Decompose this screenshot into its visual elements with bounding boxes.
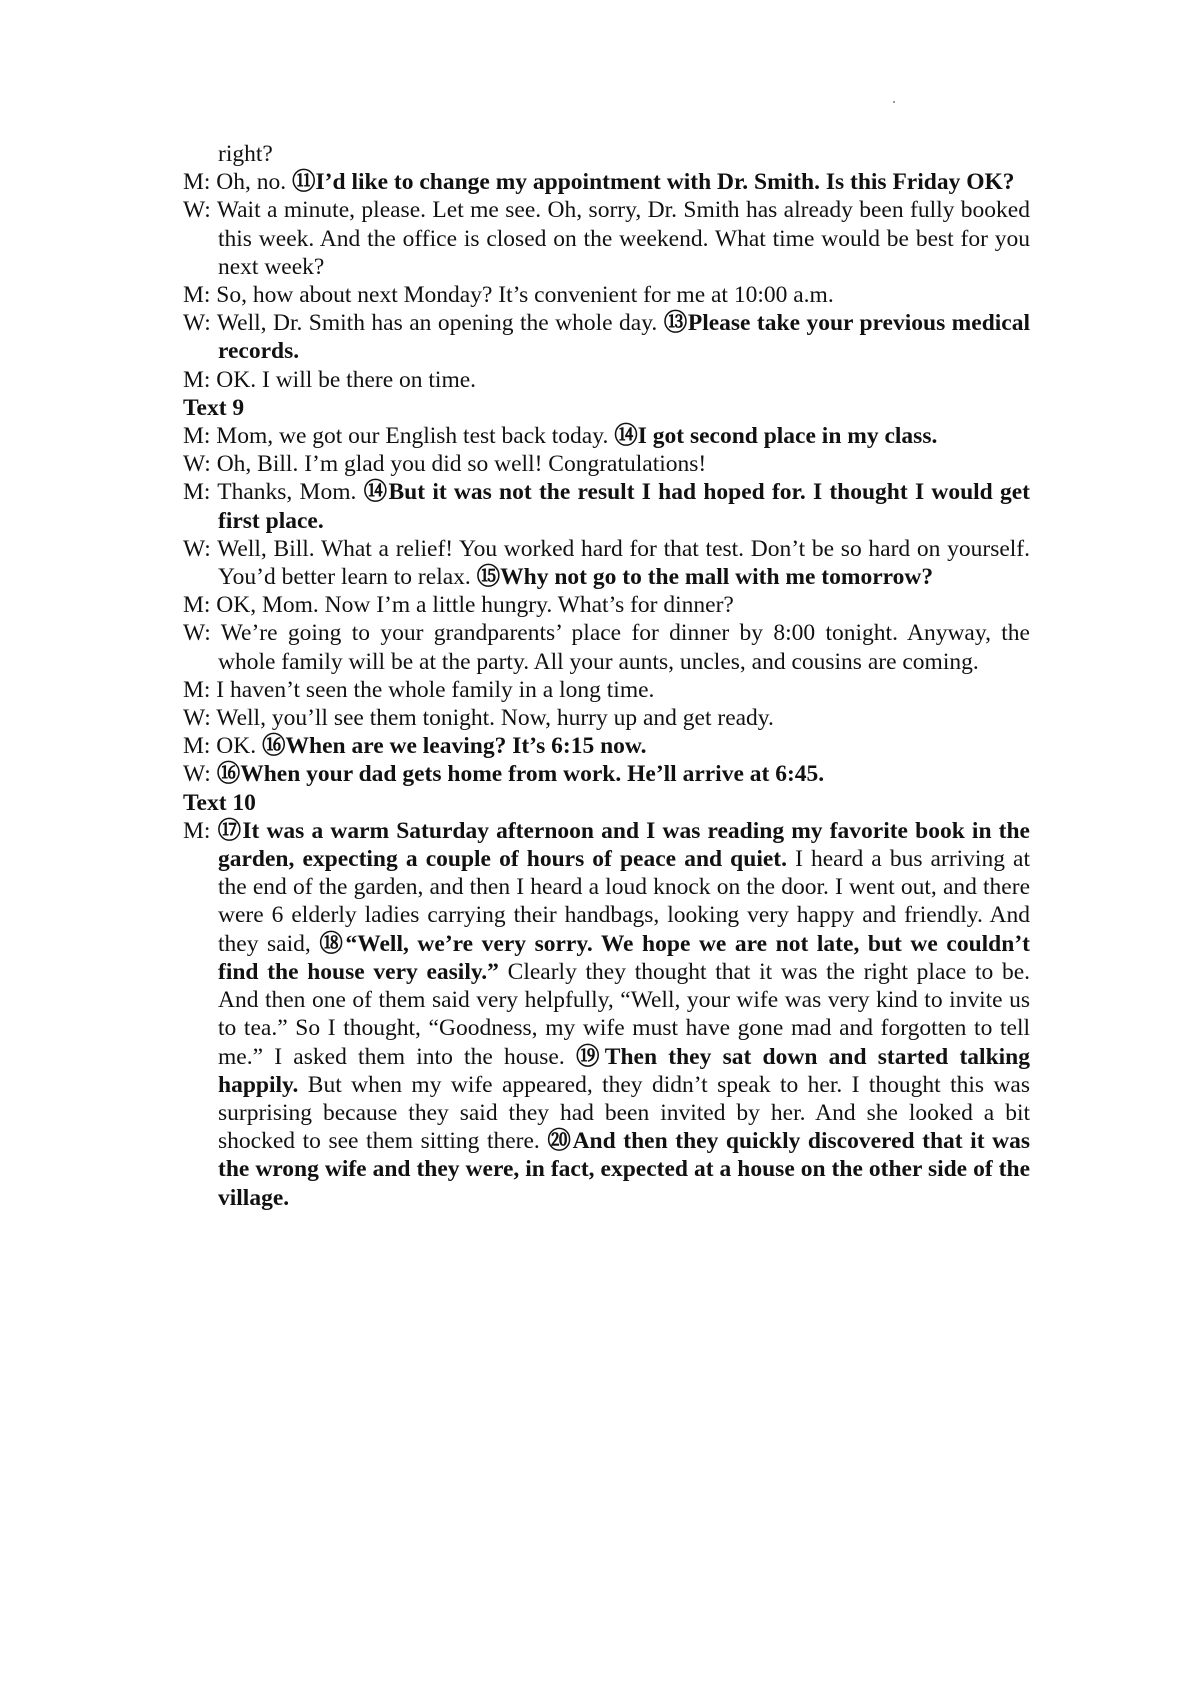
dialogue-turn (183, 168, 1030, 196)
dialogue-turn (183, 760, 1030, 788)
key-sentence: ⑱“Well, we’re very sorry. We hope we are not late, but we couldn’t find the house very easily.” (218, 930, 1030, 985)
key-sentence: ⑬Please take your previous medical records. (218, 310, 1031, 365)
dialogue-text: I heard a bus arriving at the end of the garden, and then I heard a loud knock on the door. I went out, and there were 6 elderly ladies carrying their handbags, looking very happy and friendly. And they said, (218, 846, 1031, 957)
dialogue-turn (183, 535, 1030, 591)
dialogue-text: M: (183, 817, 218, 844)
dialogue-turn (183, 366, 1030, 394)
dialogue-turn (183, 196, 1030, 281)
dialogue-text: W: Oh, Bill. I’m glad you did so well! Congratulations! (183, 451, 707, 478)
dialogue-turn (183, 619, 1030, 675)
dialogue-turn (183, 422, 1030, 450)
key-sentence: ⑮Why not go to the mall with me tomorrow? (476, 564, 934, 591)
key-sentence: ⑯When are we leaving? It’s 6:15 now. (262, 733, 647, 760)
section-heading (183, 394, 1030, 422)
key-sentence: ⑲Then they sat down and started talking happily. (218, 1043, 1030, 1098)
dialogue-turn (183, 732, 1030, 760)
dialogue-turn (183, 676, 1030, 704)
dialogue-text: M: Oh, no. (183, 169, 293, 196)
dialogue-turn (183, 591, 1030, 619)
dialogue-turn (183, 309, 1030, 365)
dialogue-text: M: OK, Mom. Now I’m a little hungry. What’s for dinner? (183, 592, 734, 619)
dialogue-text: M: Mom, we got our English test back today. (183, 423, 615, 450)
key-sentence: ⑪I’d like to change my appointment with Dr. Smith. Is this Friday OK? (292, 169, 1015, 196)
dialogue-text: Text 10 (183, 789, 256, 816)
key-sentence: ⑳And then they quickly discovered that it was the wrong wife and they were, in fact, expected at a house on the other side of the village. (218, 1128, 1030, 1211)
dialogue-turn (183, 478, 1030, 534)
dialogue-text: W: (183, 761, 217, 788)
section-heading (183, 789, 1030, 817)
dialogue-text: Text 9 (183, 394, 245, 421)
continued-line (183, 140, 1030, 168)
dialogue-text: M: I haven’t seen the whole family in a long time. (183, 676, 655, 703)
dialogue-text: right? (218, 141, 273, 167)
dialogue-text: M: OK. (183, 733, 262, 760)
dialogue-turn (183, 704, 1030, 732)
dialogue-text: Clearly they thought that it was the right place to be. And then one of them said very helpfully, “Well, your wife was very kind to invite us to tea.” So I thought, “Goodness, my wife must have gone mad and forgotten to tell me.” I asked them into the house. (218, 958, 1030, 1070)
transcript-page (183, 140, 1030, 1212)
dialogue-text: M: OK. I will be there on time. (183, 366, 477, 393)
dialogue-text: W: Well, you’ll see them tonight. Now, hurry up and get ready. (183, 705, 774, 732)
key-sentence: ⑯When your dad gets home from work. He’ll arrive at 6:45. (216, 761, 825, 788)
scan-speck (893, 101, 895, 103)
dialogue-text: M: Thanks, Mom. (183, 479, 364, 506)
key-sentence: ⑭But it was not the result I had hoped for. I thought I would get first place. (218, 479, 1030, 534)
dialogue-text: M: So, how about next Monday? It’s convenient for me at 10:00 a.m. (183, 282, 834, 309)
dialogue-turn (183, 817, 1030, 1212)
dialogue-turn (183, 450, 1030, 478)
key-sentence: ⑭I got second place in my class. (614, 423, 938, 450)
dialogue-text: W: We’re going to your grandparents’ place for dinner by 8:00 tonight. Anyway, the whole family will be at the party. All your aunts, uncles, and cousins are coming. (183, 620, 1030, 675)
dialogue-text: W: Well, Bill. What a relief! You worked hard for that test. Don’t be so hard on yourself. You’d better learn to relax. (183, 535, 1030, 591)
dialogue-text: W: Wait a minute, please. Let me see. Oh, sorry, Dr. Smith has already been fully booked this week. And the office is closed on the weekend. What time would be best for you next week? (183, 197, 1030, 280)
dialogue-text: But when my wife appeared, they didn’t speak to her. I thought this was surprising because they said they had been invited by her. And she looked a bit shocked to see them sitting there. (218, 1071, 1030, 1155)
dialogue-text: W: Well, Dr. Smith has an opening the whole day. (183, 310, 664, 337)
key-sentence: ⑰It was a warm Saturday afternoon and I was reading my favorite book in the garden, expecting a couple of hours of peace and quiet. (217, 817, 1030, 873)
dialogue-turn (183, 281, 1030, 309)
